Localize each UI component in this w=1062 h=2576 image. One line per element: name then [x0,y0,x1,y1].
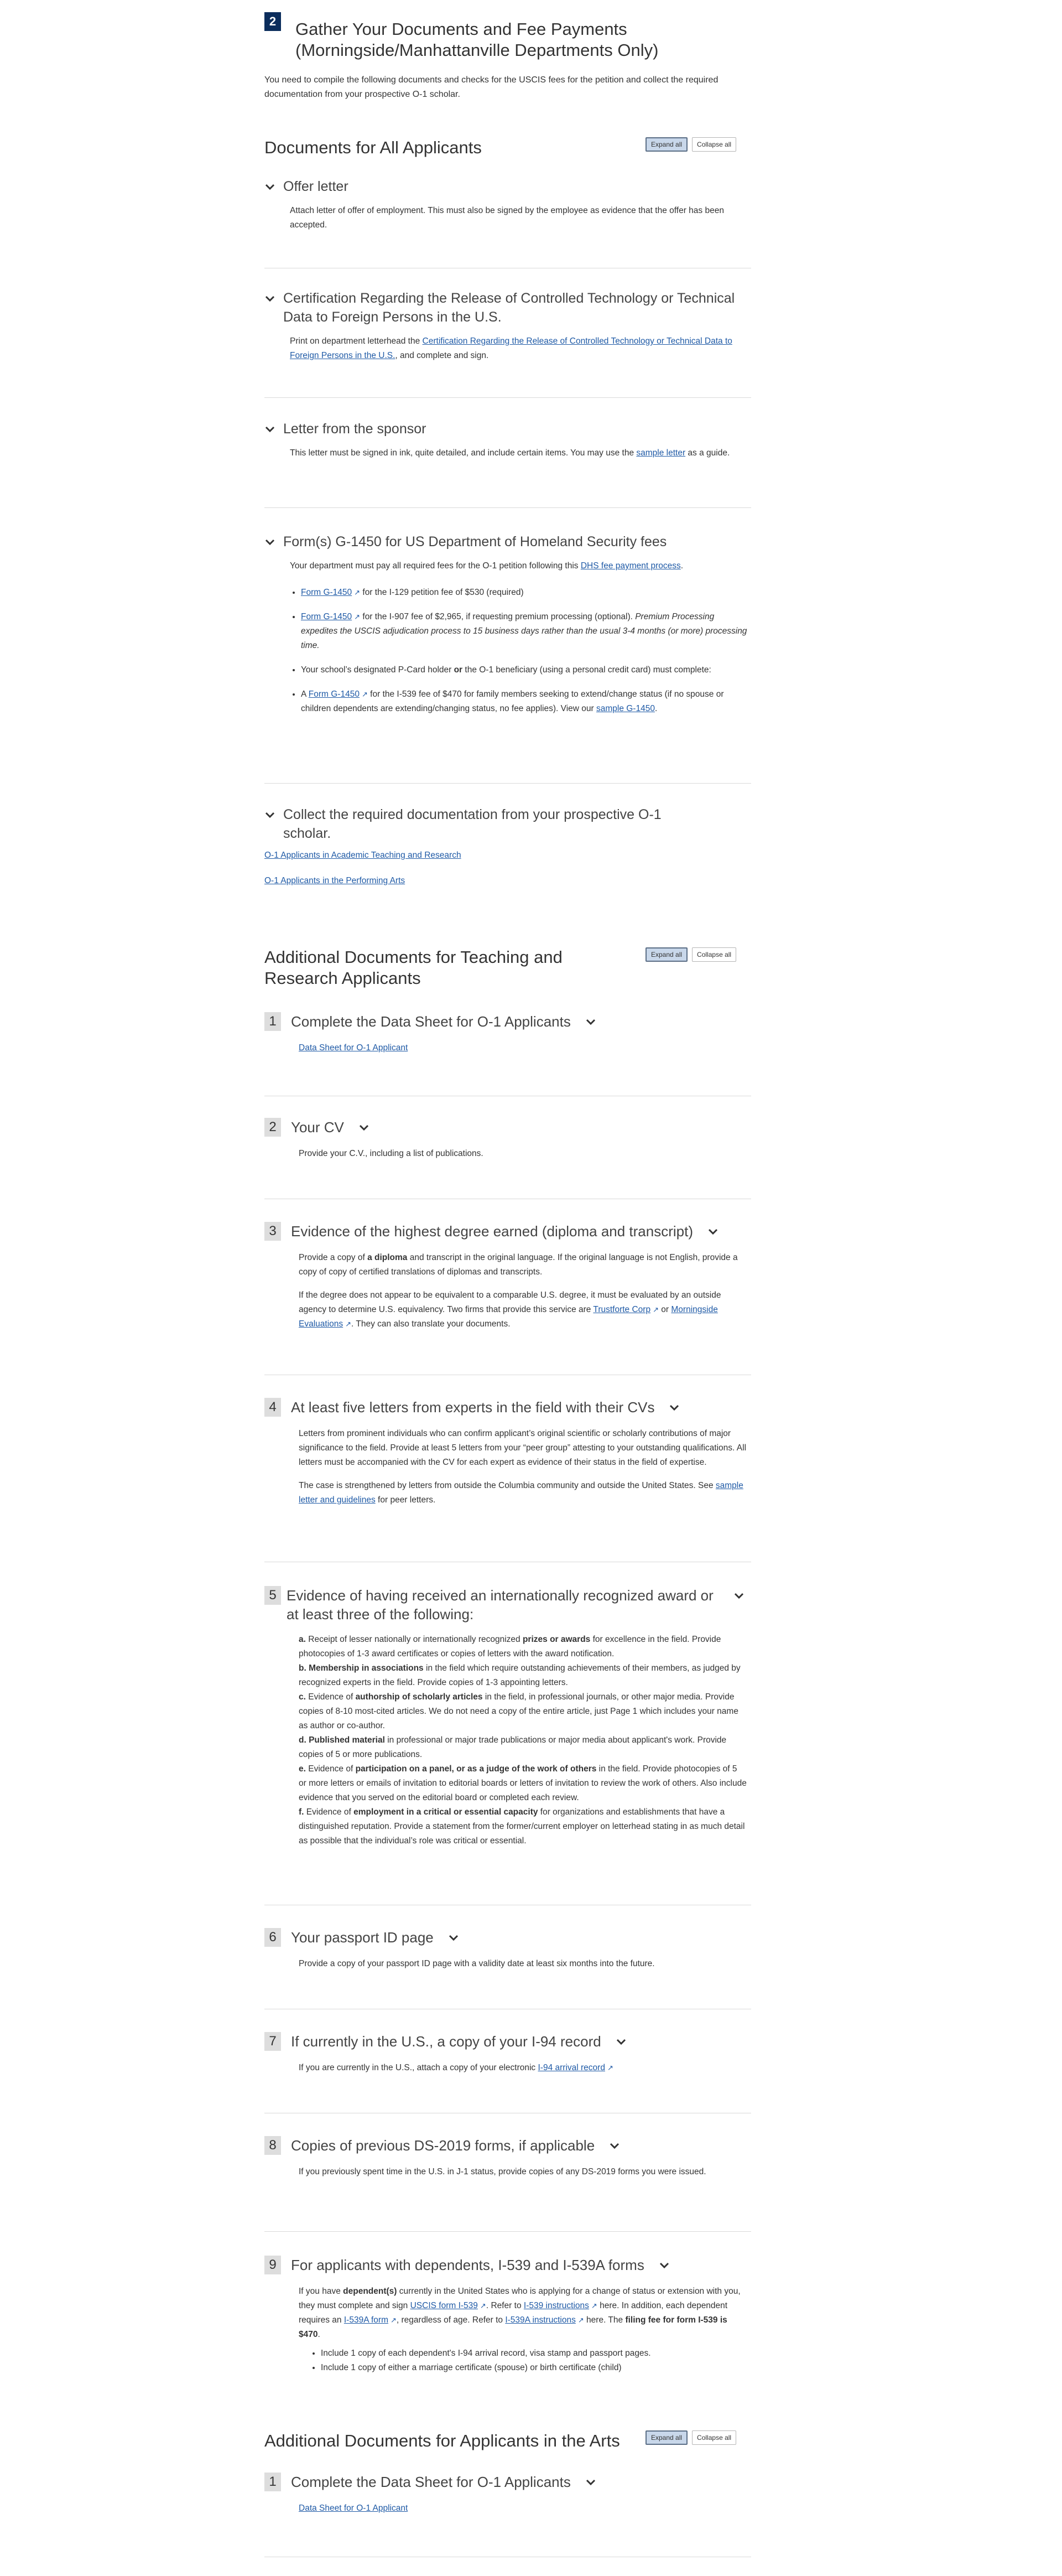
body-text: the O-1 beneficiary (using a personal credit card) must complete: [462,665,711,675]
list-item [301,663,749,677]
item-body [299,1427,747,1507]
body-text: Your school’s designated P-Card holder [301,665,454,675]
collapse-all-button[interactable]: Collapse all [692,947,736,962]
section1-controls [645,137,736,152]
external-link-icon: ↗ [607,2064,613,2072]
chevron-down-icon[interactable] [669,1402,680,1413]
item-title: Evidence of the highest degree earned (diploma and transcript) [291,1223,693,1240]
chevron-down-icon[interactable] [609,2140,620,2152]
divider [264,2231,751,2232]
external-link-icon: ↗ [390,2316,397,2324]
step-number: 2 [264,12,281,31]
item-header[interactable] [264,2473,751,2491]
item-number: 7 [264,2032,281,2051]
criterion-d: d. Published material in professional or major trade publications or major media about applicant's work. Provide copies of 5 or more publications. [299,1735,727,1759]
item-body [299,1632,747,1848]
body-text: , and complete and sign. [395,351,489,360]
divider [264,783,751,784]
i539a-instructions-link[interactable]: I-539A instructions [505,2315,576,2325]
accordion-header[interactable] [264,177,751,196]
item-number: 1 [264,1012,281,1031]
item-header[interactable] [264,1586,751,1624]
accordion-header[interactable] [264,805,751,843]
item-number: 4 [264,1398,281,1417]
item-title: Your CV [291,1119,344,1136]
item-body: Provide a copy of your passport ID page with a validity date at least six months into the future. [299,1959,655,1968]
body-text: A [301,690,309,699]
bold-text: or [454,665,463,675]
list-item: • Include 1 copy of either a marriage certificate (spouse) or birth certificate (child) [321,2361,747,2375]
external-link-icon: ↗ [480,2302,486,2310]
chevron-down-icon[interactable] [585,2477,596,2488]
i539-instructions-link[interactable]: I-539 instructions [523,2301,589,2310]
i94-record-link[interactable]: I-94 arrival record [538,2063,605,2072]
collapse-all-button[interactable]: Collapse all [692,2430,736,2445]
criterion-a: a. Receipt of lesser nationally or internationally recognized prizes or awards for excellence in the field. Provide photocopies of 1-3 award certificates or copies of letters with the award notification. [299,1635,721,1658]
form-g1450-link[interactable]: Form G-1450 [308,690,360,699]
paragraph: If you have dependent(s) currently in the United States who is applying for a change of status or extension with you, they must complete and sign USCIS form I-539 ↗. Refer to I-539 instructions ↗ here. In addition, each dependent requires an I-539A form ↗, regardless of age. Refer to I-539A instructions ↗ here. The filing fee for form I-539 is $470. [299,2287,741,2339]
criterion-b: b. Membership in associations in the field which require outstanding achievements of their members, as judged by recognized experts in the field. Provide copies of 1-3 appointing letters. [299,1663,741,1687]
accordion-body [290,446,749,460]
external-link-icon: ↗ [577,2316,584,2324]
item-number: 9 [264,2256,281,2274]
body-text: . [680,561,684,571]
external-link-icon: ↗ [361,690,368,698]
step-item-expert-letters [264,1398,751,1516]
expand-all-button[interactable]: Expand all [645,137,688,152]
accordion-g1450 [264,532,751,726]
criterion-f: f. Evidence of employment in a critical or essential capacity for organizations and establishments that have a distinguished reputation. Provide a statement from the former/current employer on letterhead stating in as much detail as possible that the individual’s role was critical or essential. [299,1807,745,1846]
accordion-sponsor-letter [264,419,751,460]
dependent-requirements-list [299,2346,747,2375]
external-link-icon: ↗ [345,1320,352,1328]
body-text: . [654,704,658,713]
accordion-collect-docs [264,805,751,888]
body-text: for the I-907 fee of $2,965, if requesting premium processing (optional). [360,612,636,621]
list-item: • Include 1 copy of each dependent's I-94 arrival record, visa stamp and passport pages. [321,2346,747,2361]
item-header[interactable] [264,1928,751,1947]
accordion-body [264,848,751,888]
section-title-teaching-research: Additional Documents for Teaching and Research Applicants [264,947,563,988]
item-title: Copies of previous DS-2019 forms, if applicable [291,2137,595,2154]
accordion-header[interactable] [264,419,751,438]
expand-all-button[interactable]: Expand all [645,947,688,962]
item-header[interactable] [264,2136,751,2155]
academic-applicants-link[interactable]: O-1 Applicants in Academic Teaching and Research [264,851,461,860]
step-item-dependents [264,2256,751,2375]
item-title: Complete the Data Sheet for O-1 Applicants [291,2474,571,2490]
body-text: for the I-539 fee of $470 for family members seeking to extend/change status (if no spouse or children dependents are extending/changing status, no fee applies). View our [301,690,724,713]
item-body: Provide your C.V., including a list of publications. [299,1149,483,1158]
paragraph: The case is strengthened by letters from outside the Columbia community and outside the United States. See sample letter and guidelines for peer letters. [299,1481,743,1505]
accordion-body [290,334,749,363]
section-title-all-applicants: Documents for All Applicants [264,138,482,157]
item-body [299,2501,747,2516]
item-body: If you previously spent time in the U.S. in J-1 status, provide copies of any DS-2019 forms you were issued. [299,2167,706,2176]
external-link-icon: ↗ [591,2302,597,2310]
data-sheet-link[interactable]: Data Sheet for O-1 Applicant [299,2504,408,2513]
body-text: Print on department letterhead the [290,336,423,346]
body-text: This letter must be signed in ink, quite detailed, and include certain items. You may use the [290,448,637,458]
i539-form-link[interactable]: USCIS form I-539 [410,2301,478,2310]
body-text: as a guide. [685,448,730,458]
form-g1450-link[interactable]: Form G-1450 [301,588,352,597]
divider [264,397,751,398]
item-title: If currently in the U.S., a copy of your I-94 record [291,2033,601,2050]
item-header[interactable] [264,2256,751,2274]
item-title: Evidence of having received an internationally recognized award or at least three of the following: [287,1587,714,1623]
step-item-degree [264,1222,751,1340]
dhs-fee-link[interactable]: DHS fee payment process [580,561,681,571]
item-body [299,1251,747,1331]
item-title: Your passport ID page [291,1929,434,1946]
chevron-down-icon[interactable] [616,2036,627,2048]
item-number: 1 [264,2473,281,2491]
data-sheet-link[interactable]: Data Sheet for O-1 Applicant [299,1043,408,1053]
item-number: 2 [264,1118,281,1137]
accordion-offer-letter [264,177,751,232]
chevron-down-icon[interactable] [264,182,275,193]
accordion-title: Certification Regarding the Release of Controlled Technology or Technical Data to Foreign Persons in the U.S. [283,291,735,325]
list-item [301,610,749,653]
chevron-down-icon[interactable] [264,293,275,304]
item-body: If you are currently in the U.S., attach a copy of your electronic I-94 arrival record ↗ [299,2061,747,2075]
accordion-body [290,559,749,716]
chevron-down-icon[interactable] [264,810,275,821]
item-header[interactable] [264,1118,751,1137]
body-text: for the I-129 petition fee of $530 (required) [360,588,524,597]
accordion-title: Collect the required documentation from your prospective O-1 scholar. [283,807,662,841]
list-item [301,687,749,716]
item-title: Complete the Data Sheet for O-1 Applicants [291,1013,571,1030]
item-title: For applicants with dependents, I-539 and I-539A forms [291,2257,644,2273]
item-number: 8 [264,2136,281,2155]
form-g1450-link[interactable]: Form G-1450 [301,612,352,621]
chevron-down-icon[interactable] [733,1590,745,1601]
trustforte-link[interactable]: Trustforte Corp [593,1305,651,1314]
performing-arts-link[interactable]: O-1 Applicants in the Performing Arts [264,876,405,885]
sample-letter-guidelines-link[interactable]: sample letter and guidelines [299,1481,743,1505]
step-item-cv [264,1118,751,1161]
divider [264,507,751,508]
paragraph: Letters from prominent individuals who can confirm applicant’s original scientific or scholarly contributions of major significance to the field. Provide at least 5 letters from your “peer group” attesting to your outstanding qualifications. All letters must be accompanied with the CV for each expert as evidence of their status in the field of expertise. [299,1429,747,1467]
step-title: Gather Your Documents and Fee Payments (Morningside/Manhattanville Departments Only) [295,19,659,60]
criterion-c: c. Evidence of authorship of scholarly articles in the field, in professional journals, or other major media. Provide copies of 8-10 most-cited articles. We do not need a copy of the entire article, just Page 1 which includes your name as author or co-author. [299,1692,738,1730]
item-number: 5 [264,1586,281,1605]
chevron-down-icon[interactable] [358,1122,369,1133]
step-item-passport [264,1928,751,1971]
chevron-down-icon[interactable] [585,1017,596,1028]
section3-controls [645,2430,736,2445]
accordion-header[interactable] [264,532,751,551]
step-item-i94 [264,2032,751,2075]
sample-letter-link[interactable]: sample letter [636,448,686,458]
accordion-title: Offer letter [283,179,348,194]
chevron-down-icon[interactable] [264,537,275,548]
item-body [299,1041,747,1055]
morningside-evaluations-link[interactable]: Morningside Evaluations [299,1305,718,1329]
accordion-certification [264,289,751,363]
step-item-award-evidence [264,1586,751,1848]
chevron-down-icon[interactable] [448,1932,459,1943]
step-item-arts-data-sheet [264,2473,751,2516]
body-text: Your department must pay all required fees for the O-1 petition following this [290,561,581,571]
chevron-down-icon[interactable] [659,2260,670,2271]
intro-text: You need to compile the following documents and checks for the USCIS fees for the petition and collect the required documentation from your prospective O-1 scholar. [264,75,719,99]
chevron-down-icon[interactable] [707,1226,719,1237]
accordion-title: Form(s) G-1450 for US Department of Homeland Security fees [283,534,667,550]
collapse-all-button[interactable]: Collapse all [692,137,736,152]
step-item-ds2019 [264,2136,751,2179]
section-title-arts: Additional Documents for Applicants in the Arts [264,2431,620,2450]
accordion-body: Attach letter of offer of employment. This must also be signed by the employee as evidence that the offer has been accepted. [290,206,724,230]
list-item [301,585,749,600]
item-body [299,2284,747,2375]
criterion-e: e. Evidence of participation on a panel, or as a judge of the work of others in the field. Provide photocopies of 5 or more letters or emails of invitation to editorial boards or letters of invitation to review the work of others. Also include evidence that you served on the editorial board or completed each review. [299,1764,747,1802]
item-header[interactable] [264,1222,751,1241]
item-header[interactable] [264,1012,751,1031]
fee-list [290,585,749,716]
paragraph: Provide a copy of a diploma and transcript in the original language. If the original language is not English, provide a copy of copy of certified translations of diplomas and transcripts. [299,1253,738,1277]
italic-note: Premium Processing expedites the USCIS adjudication process to 15 business days rather than the usual 3-4 months (or more) processing time. [301,612,747,650]
item-number: 3 [264,1222,281,1241]
sample-g1450-link[interactable]: sample G-1450 [596,704,655,713]
accordion-title: Letter from the sponsor [283,421,426,437]
item-number: 6 [264,1928,281,1947]
item-header[interactable] [264,2032,751,2051]
chevron-down-icon[interactable] [264,424,275,435]
certification-link[interactable]: Certification Regarding the Release of Controlled Technology or Technical Data to Foreign Persons in the U.S. [290,336,732,360]
item-header[interactable] [264,1398,751,1417]
i539a-form-link[interactable]: I-539A form [343,2315,388,2325]
paragraph: If the degree does not appear to be equivalent to a comparable U.S. degree, it must be evaluated by an outside agency to determine U.S. equivalency. Two firms that provide this service are Trustforte Corp ↗ or Morningside Evaluations ↗. They can also translate your documents. [299,1288,747,1331]
step-item-data-sheet [264,1012,751,1055]
external-link-icon: ↗ [354,613,361,621]
item-title: At least five letters from experts in the field with their CVs [291,1399,655,1416]
external-link-icon: ↗ [653,1305,659,1314]
expand-all-button[interactable]: Expand all [645,2430,688,2445]
section2-controls [645,947,736,962]
external-link-icon: ↗ [354,588,361,597]
accordion-header[interactable] [264,289,751,326]
